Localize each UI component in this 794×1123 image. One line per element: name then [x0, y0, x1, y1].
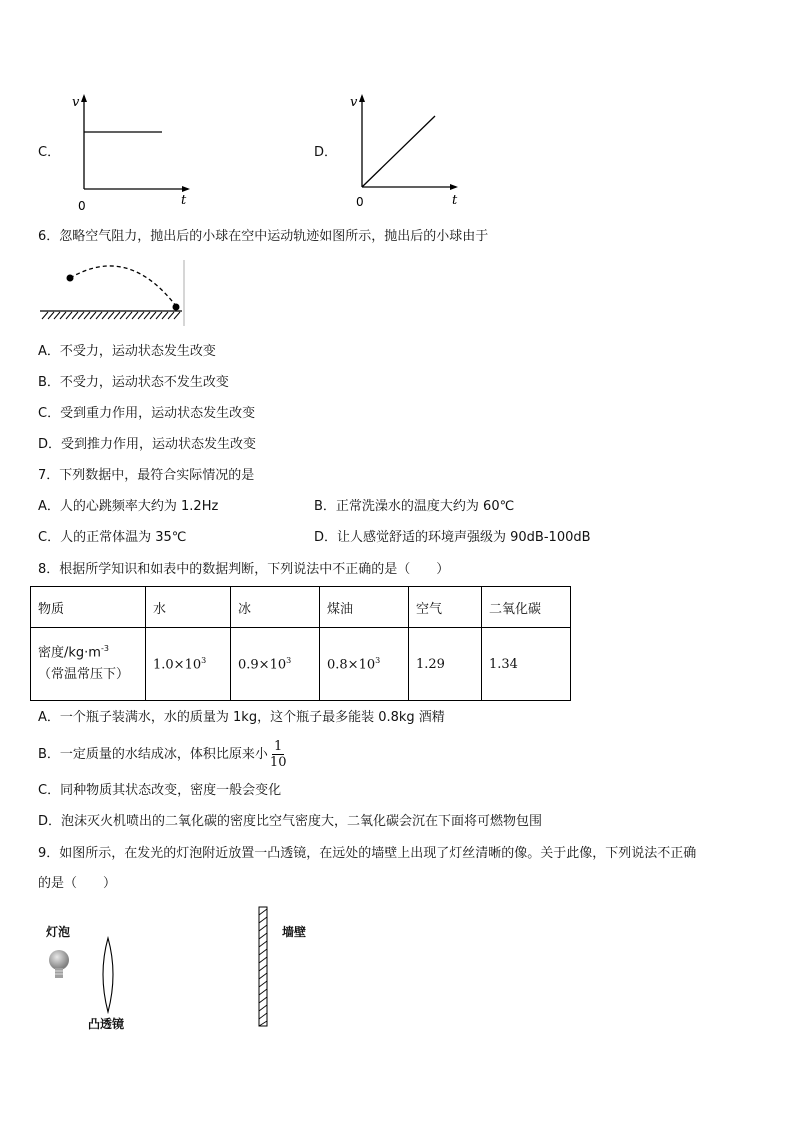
q6-option-b: B．不受力，运动状态不发生改变	[38, 375, 229, 390]
q7-option-b: B．正常洗澡水的温度大约为 60℃	[314, 499, 515, 514]
q6-stem: 6．忽略空气阻力，抛出后的小球在空中运动轨迹如图所示，抛出后的小球由于	[38, 229, 489, 244]
q6-trajectory-figure	[38, 258, 188, 326]
table-header-cell: 空气	[409, 587, 482, 628]
q5c-axis-t: t	[181, 193, 187, 208]
q6-option-a: A．不受力，运动状态发生改变	[38, 344, 216, 359]
q5-option-c-label: C．	[38, 145, 61, 160]
q5c-origin: 0	[78, 199, 86, 213]
q5-option-d-label: D．	[314, 145, 338, 160]
table-header-cell: 二氧化碳	[482, 587, 571, 628]
table-cell: $0.9\times 10^3$	[231, 628, 320, 701]
table-header-cell: 煤油	[320, 587, 409, 628]
q8-option-a: A．一个瓶子装满水，水的质量为 1kg，这个瓶子最多能装 0.8kg 酒精	[38, 710, 445, 725]
q9-stem-line1: 9．如图所示，在发光的灯泡附近放置一凸透镜，在远处的墙壁上出现了灯丝清晰的像。关于此像，下列说法不正确	[38, 846, 697, 861]
table-cell: $0.8\times 10^3$	[320, 628, 409, 701]
table-header-cell: 水	[146, 587, 231, 628]
q5d-origin: 0	[356, 195, 364, 209]
table-cell: $1.0\times 10^3$	[146, 628, 231, 701]
wall-icon	[256, 906, 270, 1028]
q7-option-d: D．让人感觉舒适的环境声强级为 90dB-100dB	[314, 530, 591, 545]
q8-stem: 8．根据所学知识和如表中的数据判断，下列说法中不正确的是（ ）	[38, 562, 450, 577]
bulb-label: 灯泡	[46, 925, 71, 939]
density-unit-exp: -3	[100, 643, 109, 653]
q7-option-a: A．人的心跳频率大约为 1.2Hz	[38, 499, 219, 514]
q8-option-b: B．一定质量的水结成冰，体积比原来小 $\frac{1}{10}$	[38, 739, 287, 770]
q8-option-c: C．同种物质其状态改变，密度一般会变化	[38, 783, 282, 798]
fraction: $\frac{1}{10}$	[269, 739, 287, 770]
q6-option-c: C．受到重力作用，运动状态发生改变	[38, 406, 256, 421]
q5d-axis-t: t	[452, 193, 458, 208]
table-header-cell: 冰	[231, 587, 320, 628]
table-header-row	[31, 587, 571, 628]
density-table	[30, 586, 571, 701]
table-cell: 1.29	[409, 628, 482, 701]
q8-option-d: D．泡沫灭火机喷出的二氧化碳的密度比空气密度大，二氧化碳会沉在下面将可燃物包围	[38, 814, 543, 829]
table-header-cell: 物质	[31, 587, 146, 628]
q5c-axis-v: v	[72, 95, 80, 110]
q5-option-d-graph	[346, 92, 470, 214]
q7-option-c: C．人的正常体温为 35℃	[38, 530, 187, 545]
lens-label: 凸透镜	[88, 1017, 125, 1031]
q6-option-d: D．受到推力作用，运动状态发生改变	[38, 437, 257, 452]
density-condition: （常温常压下）	[38, 667, 130, 683]
table-row	[31, 628, 571, 701]
density-row-label	[31, 628, 146, 701]
q5-option-c-graph	[68, 92, 192, 214]
bulb-icon	[44, 946, 78, 986]
density-unit: 密度/kg·m	[38, 645, 101, 661]
convex-lens-icon	[98, 936, 118, 1016]
q7-stem: 7．下列数据中，最符合实际情况的是	[38, 468, 255, 483]
table-cell: 1.34	[482, 628, 571, 701]
wall-label: 墙壁	[282, 925, 307, 939]
q9-stem-line2: 的是（ ）	[38, 876, 117, 891]
q5d-axis-v: v	[350, 95, 358, 110]
